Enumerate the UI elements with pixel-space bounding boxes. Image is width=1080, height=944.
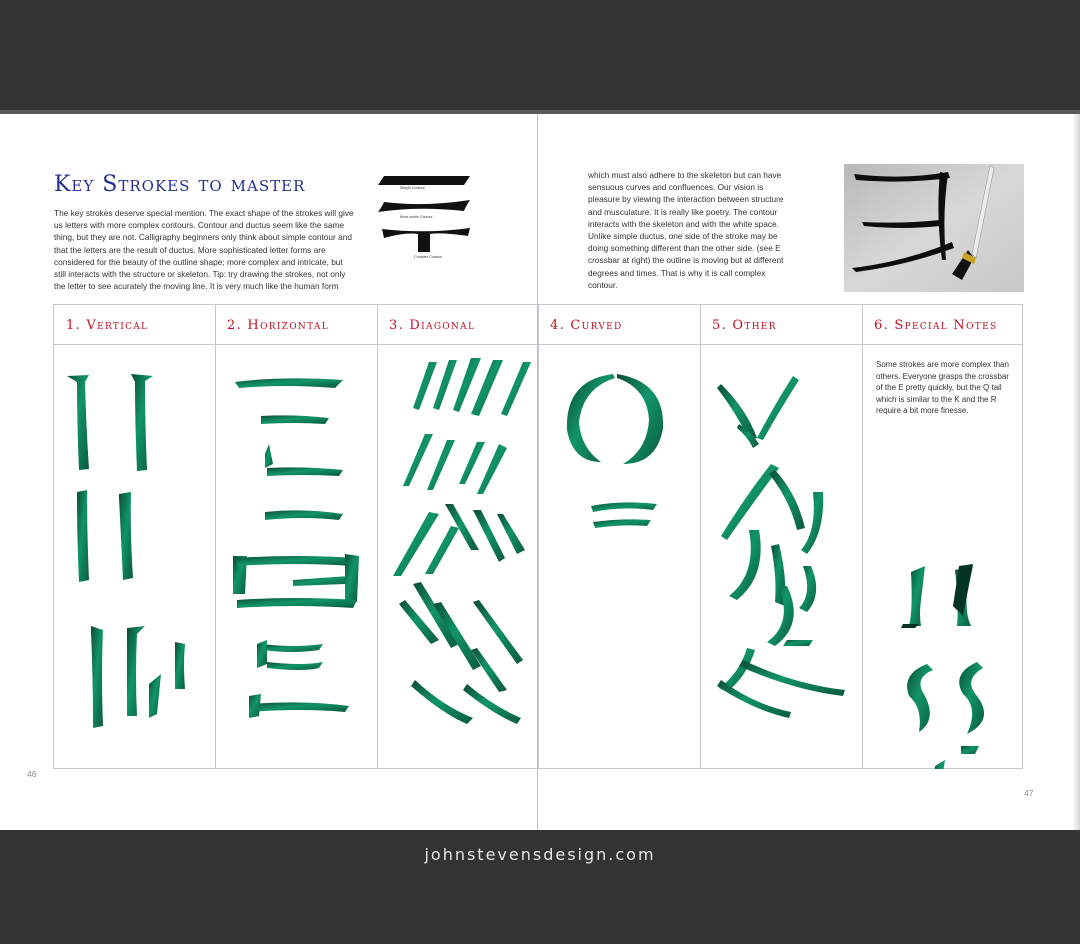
- contour-label-simple: Simple Contour: [400, 186, 425, 190]
- horizontal-strokes: [233, 378, 359, 718]
- page-number-right: 47: [1024, 788, 1034, 798]
- column-other: 5. Other: [712, 318, 777, 333]
- special-notes-text: Some strokes are more complex than others. Everyone grasps the crossbar of the E pretty quickly, but the Q tail which is similar to the K and the R require a bit more finesse.: [876, 360, 1009, 415]
- column-diagonal: 3. Diagonal: [389, 318, 476, 333]
- curved-strokes: [567, 374, 663, 528]
- contour-label-subtle: More subtle Contour: [400, 215, 433, 219]
- column-curved: 4. Curved: [550, 318, 623, 333]
- column-horizontal: 2. Horizontal: [227, 318, 329, 333]
- contour-diagram: [378, 172, 474, 272]
- special-strokes: [897, 564, 1005, 769]
- vertical-strokes: [67, 374, 185, 728]
- intro-text-right: which must also adhere to the skeleton but can have sensuous curves and confluences. Our vision is pleasure by viewing the interaction between structure and musculature. It is really like poetry. The contour interacts with the skeleton and with the white space. Unlike simple ductus, one side of the stroke may be doing something different than the other side. (see E crossbar at right) the outline is moving but at different degrees and times. That is why it is call complex contour.: [588, 170, 784, 290]
- intro-text-left: The key strokes deserve special mention. The exact shape of the strokes will give us letters with more complex contours. Contour and ductus seem like the same thing, but they are not. Calligraphy beginners only think about simple contour and that the letters are the result of ductus. More sophisticated letter forms are considered for the beauty of the outline shape; more complex and intricate, but still interacts with the structure or skeleton. Tip: try drawing the strokes, not only the letter to see acurately the moving line. It is very much like the human form: [54, 208, 354, 292]
- diagonal-strokes: [393, 358, 531, 724]
- website-footer: johnstevensdesign.com: [424, 845, 656, 864]
- page-title: Key Strokes to master: [54, 172, 306, 197]
- column-special-notes: 6. Special Notes: [874, 318, 998, 333]
- page-edge-shadow: [1072, 114, 1080, 830]
- book-spread: [0, 114, 1080, 830]
- contour-label-complex: Complex Contour: [414, 255, 442, 259]
- brush-stroke-photo: [844, 164, 1024, 292]
- column-vertical: 1. Vertical: [66, 318, 149, 333]
- page-number-left: 46: [27, 769, 37, 779]
- other-strokes: [717, 376, 845, 718]
